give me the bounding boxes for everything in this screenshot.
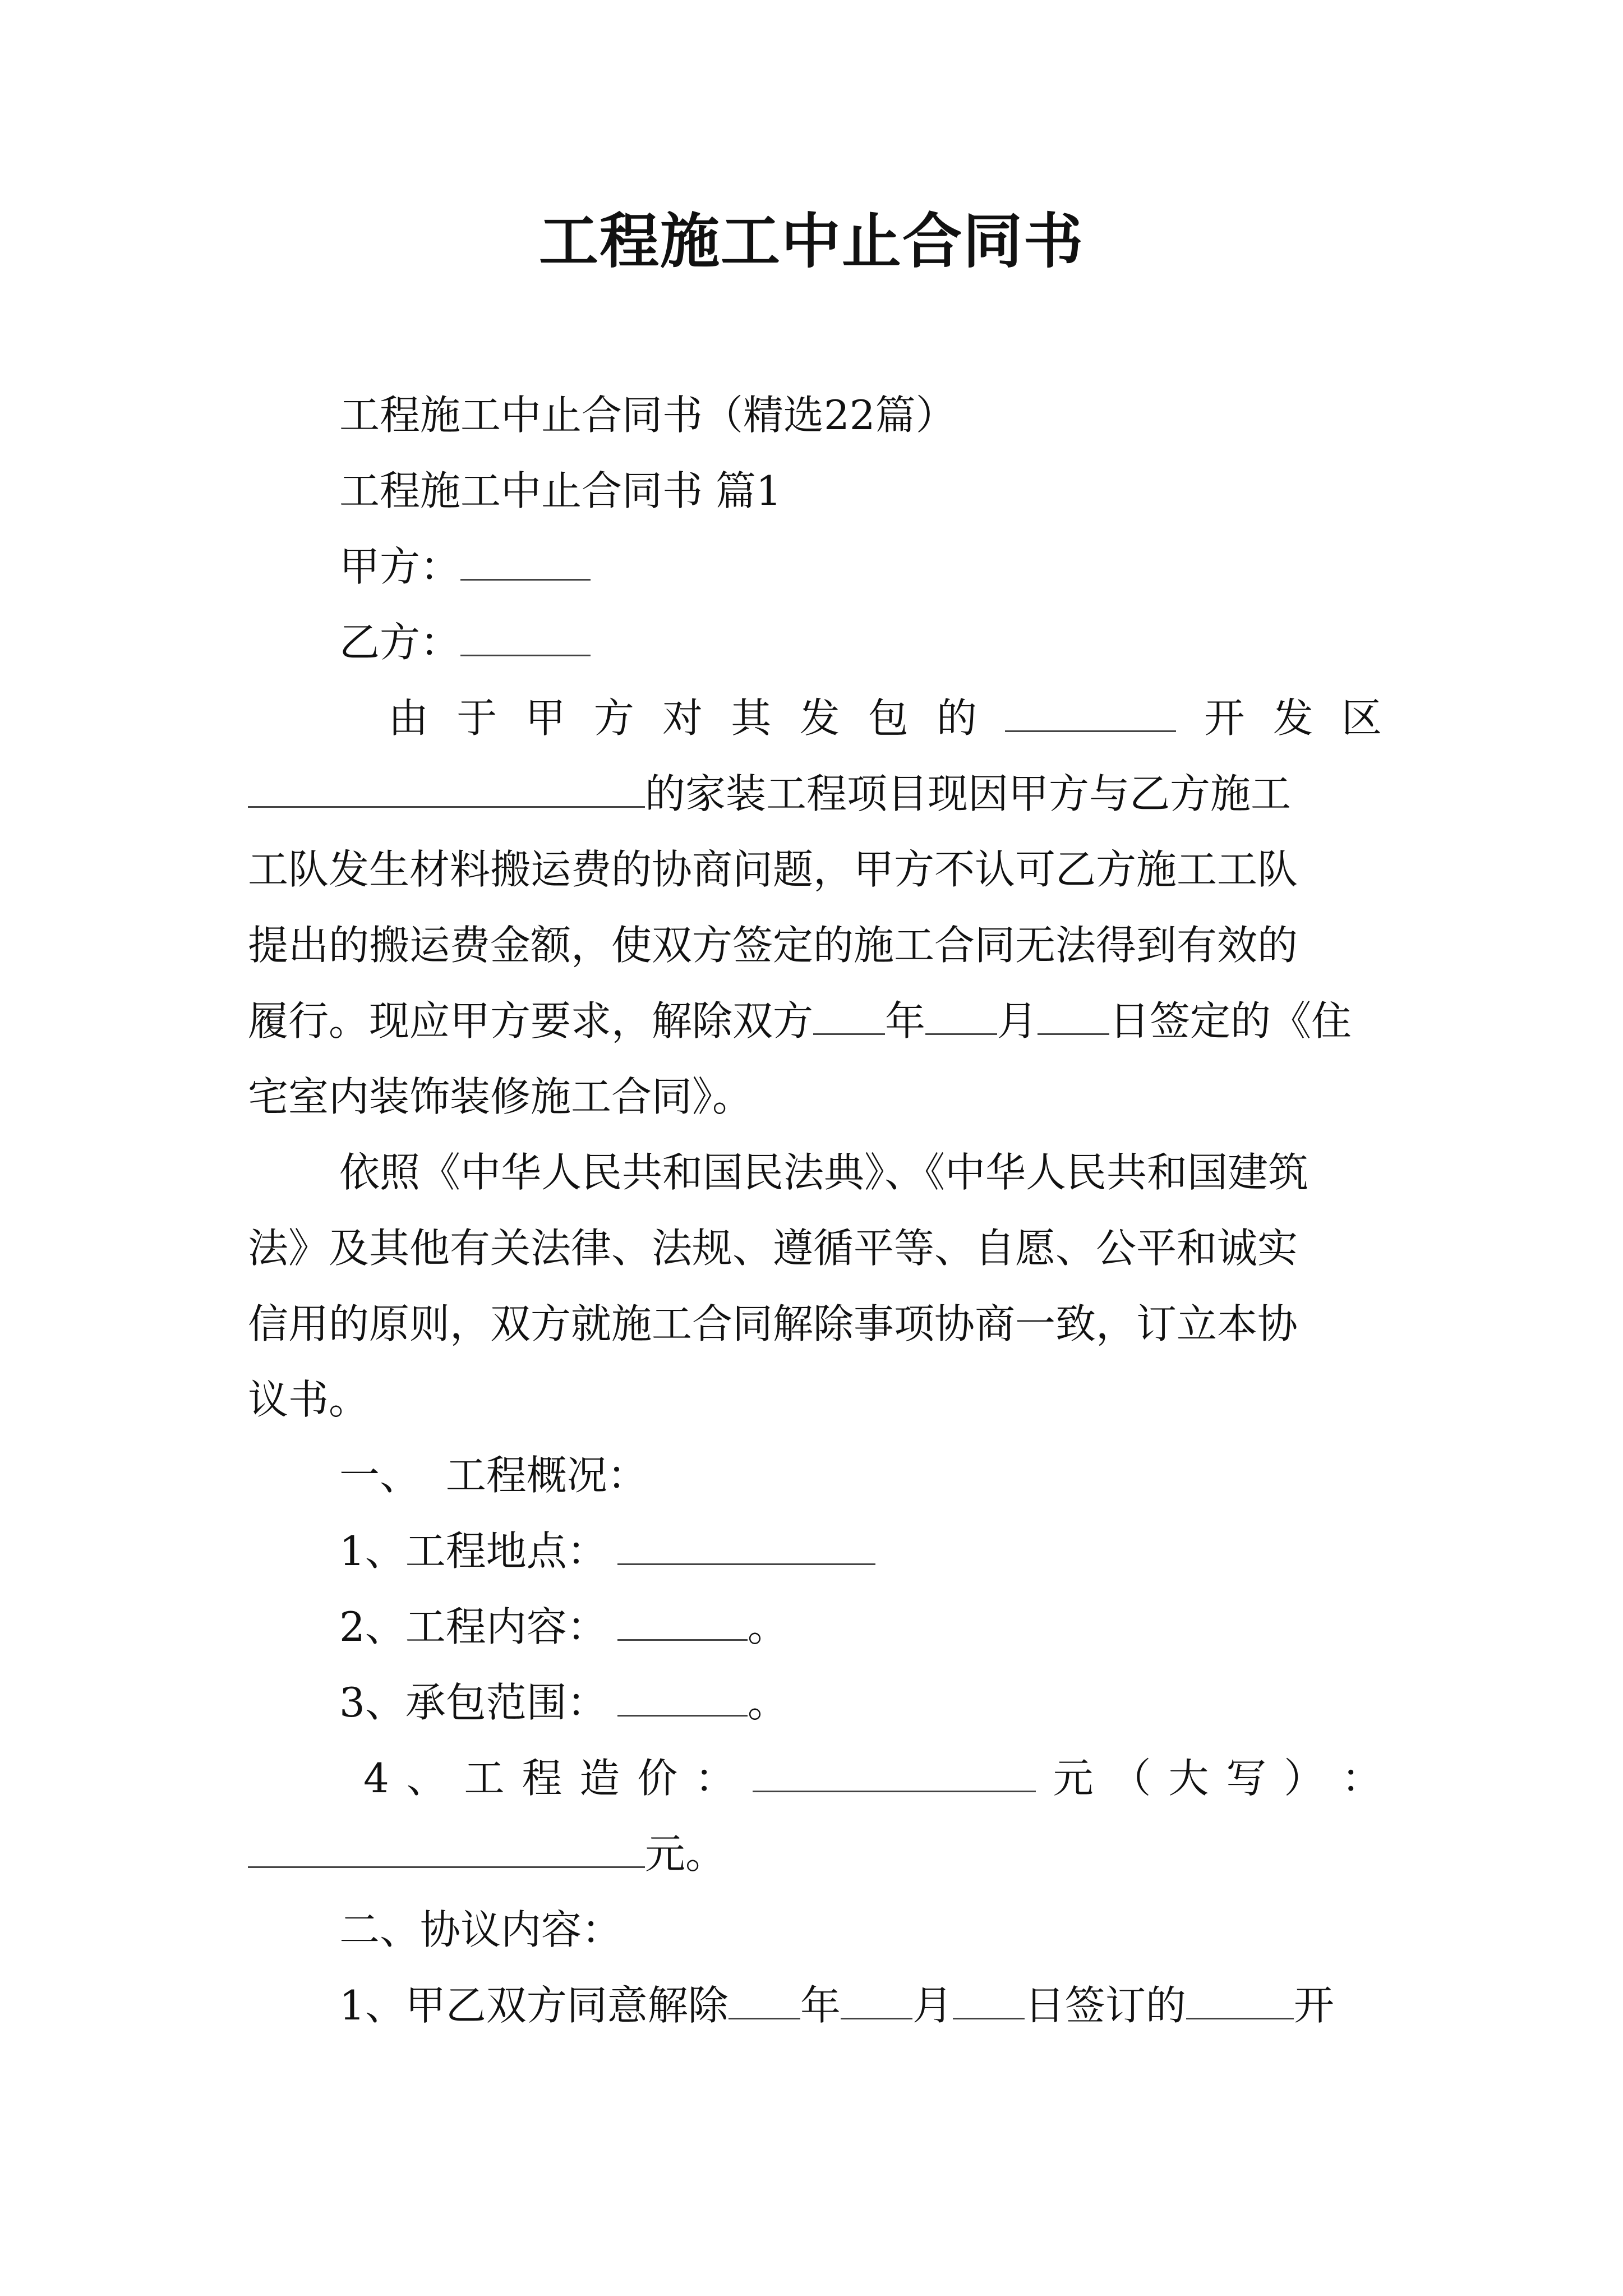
item3-label: 3、承包范围： xyxy=(339,1679,607,1726)
intro-line-5 xyxy=(248,993,1352,1049)
party-a-blank xyxy=(460,543,591,581)
content-blank xyxy=(617,1603,748,1641)
day-blank xyxy=(1038,997,1109,1035)
basis-line-4: 议书。 xyxy=(248,1376,370,1423)
intro-char: 对 xyxy=(662,694,703,742)
development-zone-blank xyxy=(1005,694,1176,732)
item4-line xyxy=(363,1750,1382,1806)
year-label: 年 xyxy=(885,997,926,1045)
item4-char: ） xyxy=(1284,1755,1325,1802)
item4-char: 写 xyxy=(1226,1755,1267,1802)
party-a-label: 甲方： xyxy=(339,543,461,590)
item4-char: 、 xyxy=(406,1755,447,1802)
agree-month-blank xyxy=(841,1982,912,2019)
intro-text: 日签定的《住 xyxy=(1109,997,1352,1045)
item4-char: 程 xyxy=(522,1755,562,1802)
year-blank xyxy=(813,997,885,1035)
agree-text: 日签订的 xyxy=(1024,1982,1186,2029)
yuan-label: 元。 xyxy=(645,1830,726,1878)
item4-char: 元 xyxy=(1053,1755,1094,1802)
period: 。 xyxy=(747,1679,788,1726)
item2-line xyxy=(339,1599,788,1655)
month-blank xyxy=(925,997,997,1035)
party-a-line xyxy=(339,539,591,595)
item4-char: 造 xyxy=(579,1755,620,1802)
party-b-line xyxy=(339,614,591,670)
intro-char: 发 xyxy=(1272,694,1313,742)
month-label: 月 xyxy=(912,1982,953,2029)
agree-year-blank xyxy=(728,1982,800,2019)
item4-char: 4 xyxy=(363,1755,389,1802)
intro-char: 发 xyxy=(799,694,840,742)
agree-end: 开 xyxy=(1293,1982,1334,2029)
party-b-label: 乙方： xyxy=(339,619,461,666)
intro-line-1 xyxy=(388,690,1382,746)
basis-line-2: 法》及其他有关法律、法规、遵循平等、自愿、公平和诚实 xyxy=(248,1225,1298,1272)
agree-text: 1、甲乙双方同意解除 xyxy=(339,1982,728,2029)
item4-char: 价 xyxy=(637,1755,678,1802)
page-title: 工程施工中止合同书 xyxy=(539,206,1084,276)
item4-char: 工 xyxy=(464,1755,505,1802)
subtitle: 工程施工中止合同书（精选22篇） xyxy=(339,392,956,439)
intro-char: 于 xyxy=(457,694,497,742)
agree-day-blank xyxy=(953,1982,1025,2019)
period: 。 xyxy=(747,1603,788,1650)
intro-char: 甲 xyxy=(525,694,566,742)
month-label: 月 xyxy=(997,997,1038,1045)
intro-char: 其 xyxy=(731,694,772,742)
item4-char: ： xyxy=(694,1755,735,1802)
agree-line-1 xyxy=(339,1977,1334,2033)
project-name-blank xyxy=(248,770,645,808)
intro-text: 的家装工程项目现因甲方与乙方施工 xyxy=(645,770,1292,817)
price-blank xyxy=(753,1755,1036,1792)
item4-char: ： xyxy=(1341,1755,1382,1802)
intro-char: 的 xyxy=(937,694,978,742)
party-b-blank xyxy=(460,619,591,656)
intro-line-6: 宅室内装饰装修施工合同》。 xyxy=(248,1073,753,1120)
section1-heading: 一、 工程概况： xyxy=(339,1452,648,1499)
basis-line-3: 信用的原则，双方就施工合同解除事项协商一致，订立本协 xyxy=(248,1300,1298,1347)
intro-line-3: 工队发生材料搬运费的协商问题，甲方不认可乙方施工工队 xyxy=(248,846,1298,893)
intro-char: 包 xyxy=(868,694,909,742)
intro-char: 方 xyxy=(593,694,634,742)
agree-zone-blank xyxy=(1186,1982,1294,2019)
intro-char: 区 xyxy=(1341,694,1382,742)
intro-line-2 xyxy=(248,766,1291,822)
item4-char: （ xyxy=(1110,1755,1151,1802)
intro-line-4: 提出的搬运费金额，使双方签定的施工合同无法得到有效的 xyxy=(248,922,1298,969)
item1-line xyxy=(339,1523,875,1579)
item3-line xyxy=(339,1674,788,1731)
intro-char: 由 xyxy=(388,694,429,742)
item1-label: 1、工程地点： xyxy=(339,1527,607,1575)
item4-line-2 xyxy=(248,1826,726,1882)
year-label: 年 xyxy=(800,1982,841,2029)
price-words-blank xyxy=(248,1830,645,1868)
item2-label: 2、工程内容： xyxy=(339,1603,607,1650)
location-blank xyxy=(617,1527,875,1565)
section2-heading: 二、协议内容： xyxy=(339,1906,623,1953)
intro-char: 开 xyxy=(1204,694,1245,742)
scope-blank xyxy=(617,1679,748,1717)
intro-text: 履行。现应甲方要求，解除双方 xyxy=(248,997,814,1045)
item4-char: 大 xyxy=(1168,1755,1209,1802)
basis-line-1: 依照《中华人民共和国民法典》、《中华人民共和国建筑 xyxy=(339,1149,1309,1196)
part-heading: 工程施工中止合同书 篇1 xyxy=(339,467,782,514)
